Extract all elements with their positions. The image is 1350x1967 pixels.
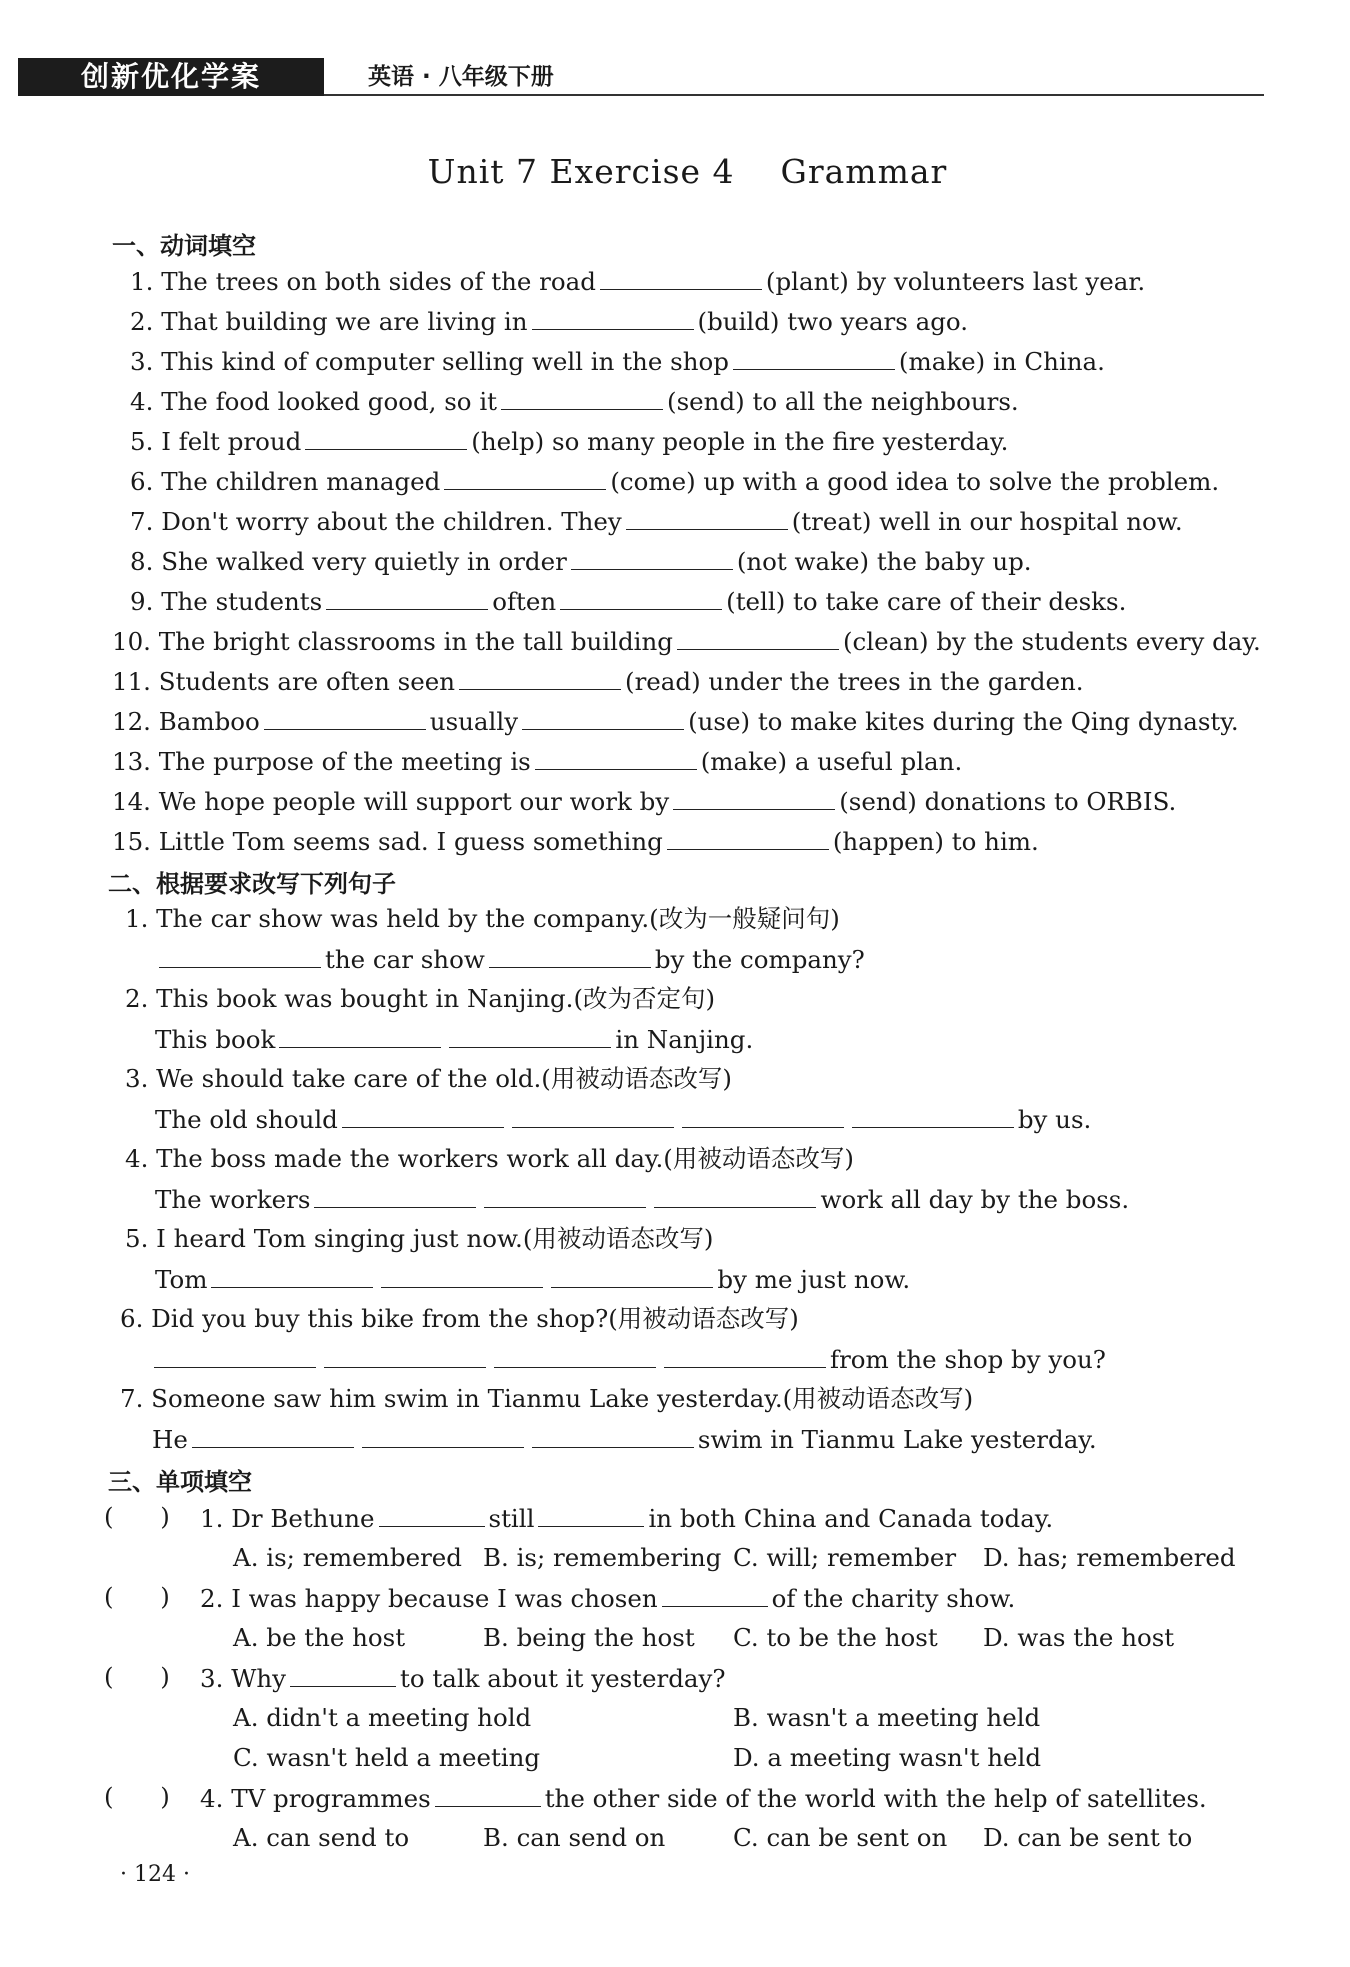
page-header xyxy=(18,54,1278,100)
option-b[interactable]: B. is; remembering xyxy=(483,1543,722,1572)
answer-blank[interactable] xyxy=(489,943,651,968)
option-d[interactable]: D. can be sent to xyxy=(983,1823,1193,1852)
s1-item-3: 3. This kind of computer selling well in the shop (make) in China. xyxy=(130,347,1105,376)
s2-item-3-answer: The old should by us. xyxy=(155,1105,1092,1134)
option-b[interactable]: B. can send on xyxy=(483,1823,666,1852)
section3-heading: 三、单项填空 xyxy=(108,1468,252,1496)
option-c[interactable]: C. can be sent on xyxy=(733,1823,948,1852)
s2-item-7-answer: He swim in Tianmu Lake yesterday. xyxy=(152,1425,1097,1454)
answer-paren[interactable]: ( ) xyxy=(104,1502,170,1531)
s2-item-6-question: 6. Did you buy this bike from the shop?(用被动语态改写) xyxy=(120,1304,799,1333)
s3-item-3-options-row2 xyxy=(233,1742,1253,1774)
option-b[interactable]: B. wasn't a meeting held xyxy=(733,1703,1041,1732)
page-number: · 124 · xyxy=(120,1862,190,1887)
answer-blank[interactable] xyxy=(279,1023,441,1048)
s3-item-2: 2. I was happy because I was chosen of the charity show. xyxy=(200,1584,1016,1613)
answer-blank[interactable] xyxy=(538,1502,644,1527)
s1-item-10: 10. The bright classrooms in the tall building (clean) by the students every day. xyxy=(112,627,1261,656)
s3-item-4: 4. TV programmes the other side of the world with the help of satellites. xyxy=(200,1784,1207,1813)
book-title: 英语 · 八年级下册 xyxy=(368,64,554,90)
s2-item-5-question: 5. I heard Tom singing just now.(用被动语态改写) xyxy=(125,1224,714,1253)
answer-blank[interactable] xyxy=(654,1183,816,1208)
answer-blank[interactable] xyxy=(571,545,733,570)
answer-blank[interactable] xyxy=(342,1103,504,1128)
option-a[interactable]: A. be the host xyxy=(233,1623,406,1652)
section2-heading: 二、根据要求改写下列句子 xyxy=(108,870,396,898)
answer-blank[interactable] xyxy=(673,785,835,810)
answer-blank[interactable] xyxy=(535,745,697,770)
section1-heading: 一、动词填空 xyxy=(112,232,256,260)
option-d[interactable]: D. was the host xyxy=(983,1623,1175,1652)
s3-item-1-options xyxy=(233,1542,1253,1574)
option-a[interactable]: A. is; remembered xyxy=(233,1543,462,1572)
s1-item-14: 14. We hope people will support our work by (send) donations to ORBIS. xyxy=(112,787,1177,816)
s1-item-13: 13. The purpose of the meeting is (make) a useful plan. xyxy=(112,747,963,776)
s2-item-4-answer: The workers work all day by the boss. xyxy=(155,1185,1130,1214)
s3-item-1: 1. Dr Bethune still in both China and Canada today. xyxy=(200,1504,1054,1533)
answer-blank[interactable] xyxy=(314,1183,476,1208)
answer-blank[interactable] xyxy=(677,625,839,650)
answer-blank[interactable] xyxy=(435,1782,541,1807)
s3-item-3-options-row1 xyxy=(233,1702,1253,1734)
s2-item-3-question: 3. We should take care of the old.(用被动语态改写) xyxy=(125,1064,732,1093)
s2-item-4-question: 4. The boss made the workers work all day.(用被动语态改写) xyxy=(125,1144,854,1173)
answer-blank[interactable] xyxy=(449,1023,611,1048)
answer-blank[interactable] xyxy=(484,1183,646,1208)
answer-blank[interactable] xyxy=(551,1263,713,1288)
answer-blank[interactable] xyxy=(682,1103,844,1128)
answer-blank[interactable] xyxy=(159,943,321,968)
s2-item-1-answer: the car show by the company? xyxy=(155,943,865,975)
answer-blank[interactable] xyxy=(211,1263,373,1288)
answer-paren[interactable]: ( ) xyxy=(104,1782,170,1811)
s1-item-7: 7. Don't worry about the children. They (treat) well in our hospital now. xyxy=(130,507,1183,536)
s1-item-5: 5. I felt proud (help) so many people in the fire yesterday. xyxy=(130,427,1009,456)
answer-paren[interactable]: ( ) xyxy=(104,1582,170,1611)
answer-blank[interactable] xyxy=(326,585,488,610)
s1-item-12: 12. Bamboo usually (use) to make kites during the Qing dynasty. xyxy=(112,707,1239,736)
answer-blank[interactable] xyxy=(501,385,663,410)
s2-item-1-question: 1. The car show was held by the company.(改为一般疑问句) xyxy=(125,904,840,933)
answer-blank[interactable] xyxy=(532,1423,694,1448)
s1-item-6: 6. The children managed (come) up with a good idea to solve the problem. xyxy=(130,467,1220,496)
s3-item-2-options xyxy=(233,1622,1253,1654)
option-d[interactable]: D. a meeting wasn't held xyxy=(733,1743,1041,1772)
option-a[interactable]: A. can send to xyxy=(233,1823,410,1852)
s2-item-6-answer: from the shop by you? xyxy=(150,1343,1106,1375)
series-brand: 创新优化学案 xyxy=(18,58,324,96)
s1-item-8: 8. She walked very quietly in order (not wake) the baby up. xyxy=(130,547,1032,576)
answer-blank[interactable] xyxy=(381,1263,543,1288)
s1-item-15: 15. Little Tom seems sad. I guess something (happen) to him. xyxy=(112,827,1039,856)
s1-item-9: 9. The students often (tell) to take care of their desks. xyxy=(130,587,1127,616)
s1-item-2: 2. That building we are living in (build) two years ago. xyxy=(130,307,969,336)
answer-blank[interactable] xyxy=(667,825,829,850)
s2-item-2-question: 2. This book was bought in Nanjing.(改为否定句) xyxy=(125,984,716,1013)
answer-blank[interactable] xyxy=(379,1502,485,1527)
option-c[interactable]: C. will; remember xyxy=(733,1543,957,1572)
answer-blank[interactable] xyxy=(626,505,788,530)
answer-blank[interactable] xyxy=(459,665,621,690)
answer-blank[interactable] xyxy=(733,345,895,370)
s1-item-1: 1. The trees on both sides of the road (plant) by volunteers last year. xyxy=(130,267,1146,296)
answer-blank[interactable] xyxy=(290,1662,396,1687)
answer-blank[interactable] xyxy=(494,1343,656,1368)
option-c[interactable]: C. to be the host xyxy=(733,1623,938,1652)
answer-blank[interactable] xyxy=(512,1103,674,1128)
answer-blank[interactable] xyxy=(662,1582,768,1607)
header-rule xyxy=(324,94,1264,96)
answer-blank[interactable] xyxy=(362,1423,524,1448)
answer-blank[interactable] xyxy=(664,1343,826,1368)
answer-blank[interactable] xyxy=(600,265,762,290)
answer-blank[interactable] xyxy=(532,305,694,330)
option-c[interactable]: C. wasn't held a meeting xyxy=(233,1743,541,1772)
answer-blank[interactable] xyxy=(560,585,722,610)
s2-item-7-question: 7. Someone saw him swim in Tianmu Lake yesterday.(用被动语态改写) xyxy=(120,1384,974,1413)
answer-blank[interactable] xyxy=(522,705,684,730)
option-d[interactable]: D. has; remembered xyxy=(983,1543,1236,1572)
answer-blank[interactable] xyxy=(154,1343,316,1368)
option-a[interactable]: A. didn't a meeting hold xyxy=(233,1703,532,1732)
answer-blank[interactable] xyxy=(305,425,467,450)
s3-item-3: 3. Why to talk about it yesterday? xyxy=(200,1664,726,1693)
s2-item-5-answer: Tom by me just now. xyxy=(155,1265,911,1294)
s2-item-2-answer: This book in Nanjing. xyxy=(155,1025,754,1054)
option-b[interactable]: B. being the host xyxy=(483,1623,695,1652)
exercise-title: Unit 7 Exercise 4 Grammar xyxy=(427,152,948,191)
answer-blank[interactable] xyxy=(324,1343,486,1368)
answer-blank[interactable] xyxy=(192,1423,354,1448)
answer-blank[interactable] xyxy=(852,1103,1014,1128)
answer-paren[interactable]: ( ) xyxy=(104,1662,170,1691)
s1-item-4: 4. The food looked good, so it (send) to all the neighbours. xyxy=(130,387,1019,416)
answer-blank[interactable] xyxy=(444,465,606,490)
answer-blank[interactable] xyxy=(264,705,426,730)
s1-item-11: 11. Students are often seen (read) under the trees in the garden. xyxy=(112,667,1084,696)
s3-item-4-options xyxy=(233,1822,1253,1854)
